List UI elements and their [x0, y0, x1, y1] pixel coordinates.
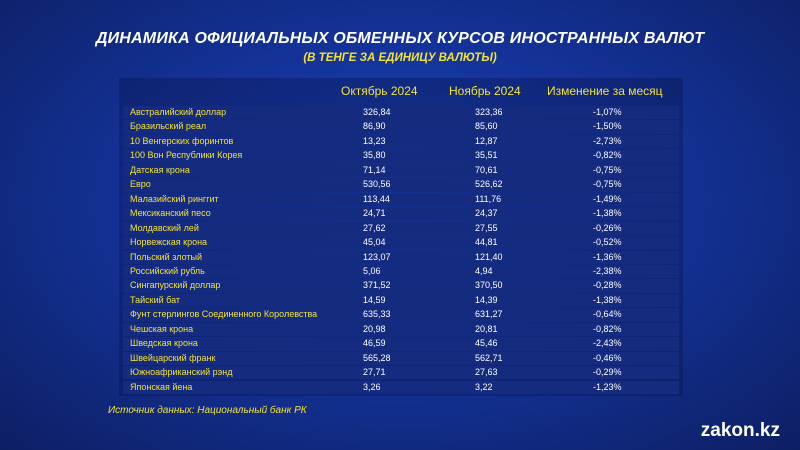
- currency-name: Евро: [130, 179, 151, 190]
- value-november: 562,71: [475, 352, 503, 363]
- value-change: -1,38%: [593, 208, 622, 219]
- currency-name: Чешская крона: [130, 323, 194, 334]
- value-november: 631,27: [475, 309, 503, 320]
- value-october: 565,28: [363, 352, 391, 363]
- value-november: 12,87: [475, 135, 498, 146]
- value-change: -1,50%: [593, 121, 622, 132]
- value-october: 45,04: [363, 237, 386, 248]
- table-body: [123, 106, 679, 395]
- table-row: [123, 193, 679, 206]
- table-row: [123, 294, 679, 307]
- brand-logo: zakon.kz: [700, 420, 780, 441]
- chart-title: ДИНАМИКА ОФИЦИАЛЬНЫХ ОБМЕННЫХ КУРСОВ ИНОСТРАННЫХ ВАЛЮТ: [95, 30, 705, 47]
- currency-name: Шведская крона: [130, 338, 198, 349]
- currency-name: Норвежская крона: [130, 237, 208, 248]
- value-november: 24,37: [475, 208, 498, 219]
- chart-subtitle: (В ТЕНГЕ ЗА ЕДИНИЦУ ВАЛЮТЫ): [303, 52, 497, 64]
- value-november: 45,46: [475, 338, 498, 349]
- exchange-rate-table: [119, 78, 683, 396]
- value-october: 20,98: [363, 323, 386, 334]
- table-row: [123, 106, 679, 119]
- value-november: 85,60: [475, 121, 498, 132]
- value-change: -2,43%: [593, 338, 622, 349]
- value-october: 71,14: [363, 164, 386, 175]
- value-change: -0,52%: [593, 237, 622, 248]
- table-row: [123, 337, 679, 350]
- value-change: -1,07%: [593, 107, 622, 117]
- table-row: [123, 352, 679, 365]
- table-row: [123, 366, 679, 379]
- currency-name: Мексиканский песо: [130, 208, 211, 219]
- value-november: 3,22: [475, 381, 493, 392]
- currency-name: Малазийский ринггит: [130, 193, 219, 204]
- value-november: 4,94: [475, 265, 493, 276]
- currency-name: Южноафриканский рэнд: [130, 367, 233, 378]
- value-change: -0,46%: [593, 352, 622, 363]
- currency-name: Тайский бат: [130, 294, 180, 305]
- column-header-october: Октябрь 2024: [341, 84, 418, 98]
- currency-name: Бразильский реал: [130, 121, 207, 132]
- table-row: [123, 120, 679, 133]
- table-row: [123, 236, 679, 249]
- currency-name: Молдавский лей: [130, 222, 199, 233]
- table-row: [123, 207, 679, 220]
- table-row: [123, 323, 679, 336]
- currency-name: Японская йена: [130, 381, 193, 392]
- value-october: 27,62: [363, 222, 386, 233]
- value-change: -2,38%: [593, 265, 622, 276]
- value-october: 13,23: [363, 135, 386, 146]
- value-october: 14,59: [363, 294, 386, 305]
- column-header-change: Изменение за месяц: [547, 84, 663, 98]
- value-november: 526,62: [475, 179, 503, 190]
- currency-name: Сингапурский доллар: [130, 280, 221, 291]
- currency-name: Швейцарский франк: [130, 352, 216, 363]
- currency-name: Польский злотый: [130, 251, 203, 262]
- value-change: -0,64%: [593, 309, 622, 320]
- value-october: 113,44: [363, 193, 390, 204]
- value-october: 46,59: [363, 338, 386, 349]
- currency-name: 10 Венгерских форинтов: [130, 135, 234, 146]
- value-change: -0,82%: [593, 323, 622, 334]
- value-october: 5,06: [363, 265, 381, 276]
- value-november: 111,76: [475, 193, 502, 204]
- value-change: -1,49%: [593, 193, 622, 204]
- value-november: 35,51: [475, 150, 498, 161]
- value-change: -0,26%: [593, 222, 622, 233]
- table-row: [123, 279, 679, 292]
- value-change: -1,36%: [593, 251, 622, 262]
- value-november: 44,81: [475, 237, 498, 248]
- value-change: -1,23%: [593, 381, 622, 392]
- currency-name: Австралийский доллар: [130, 107, 227, 117]
- value-change: -0,82%: [593, 150, 622, 161]
- table-header: [119, 78, 683, 104]
- value-change: -0,29%: [593, 367, 622, 378]
- value-october: 123,07: [363, 251, 391, 262]
- value-october: 326,84: [363, 107, 391, 117]
- value-november: 121,40: [475, 251, 503, 262]
- table-row: [123, 149, 679, 162]
- table-row: [123, 135, 679, 148]
- value-october: 35,80: [363, 150, 386, 161]
- value-october: 86,90: [363, 121, 386, 132]
- table-row: [123, 265, 679, 278]
- value-october: 371,52: [363, 280, 391, 291]
- value-change: -0,75%: [593, 179, 622, 190]
- value-november: 27,55: [475, 222, 498, 233]
- table-row: [123, 222, 679, 235]
- value-change: -0,28%: [593, 280, 622, 291]
- value-november: 70,61: [475, 164, 498, 175]
- column-header-november: Ноябрь 2024: [449, 84, 521, 98]
- value-october: 27,71: [363, 367, 386, 378]
- currency-name: Российский рубль: [130, 265, 205, 276]
- value-october: 530,56: [363, 179, 391, 190]
- table-row: [123, 251, 679, 264]
- data-source-note: Источник данных: Национальный банк РК: [108, 405, 307, 416]
- value-november: 27,63: [475, 367, 498, 378]
- value-november: 20,81: [475, 323, 498, 334]
- value-october: 24,71: [363, 208, 386, 219]
- value-change: -2,73%: [593, 135, 622, 146]
- value-november: 323,36: [475, 107, 503, 117]
- currency-name: Датская крона: [130, 164, 190, 175]
- table-row: [123, 178, 679, 191]
- table-row: [123, 164, 679, 177]
- currency-name: Фунт стерлингов Соединенного Королевства: [130, 309, 318, 320]
- table-row: [123, 308, 679, 321]
- currency-name: 100 Вон Республики Корея: [130, 150, 243, 161]
- value-change: -1,38%: [593, 294, 622, 305]
- value-october: 3,26: [363, 381, 381, 392]
- value-october: 635,33: [363, 309, 391, 320]
- value-change: -0,75%: [593, 164, 622, 175]
- table-row: [123, 381, 679, 394]
- value-november: 14,39: [475, 294, 498, 305]
- value-november: 370,50: [475, 280, 503, 291]
